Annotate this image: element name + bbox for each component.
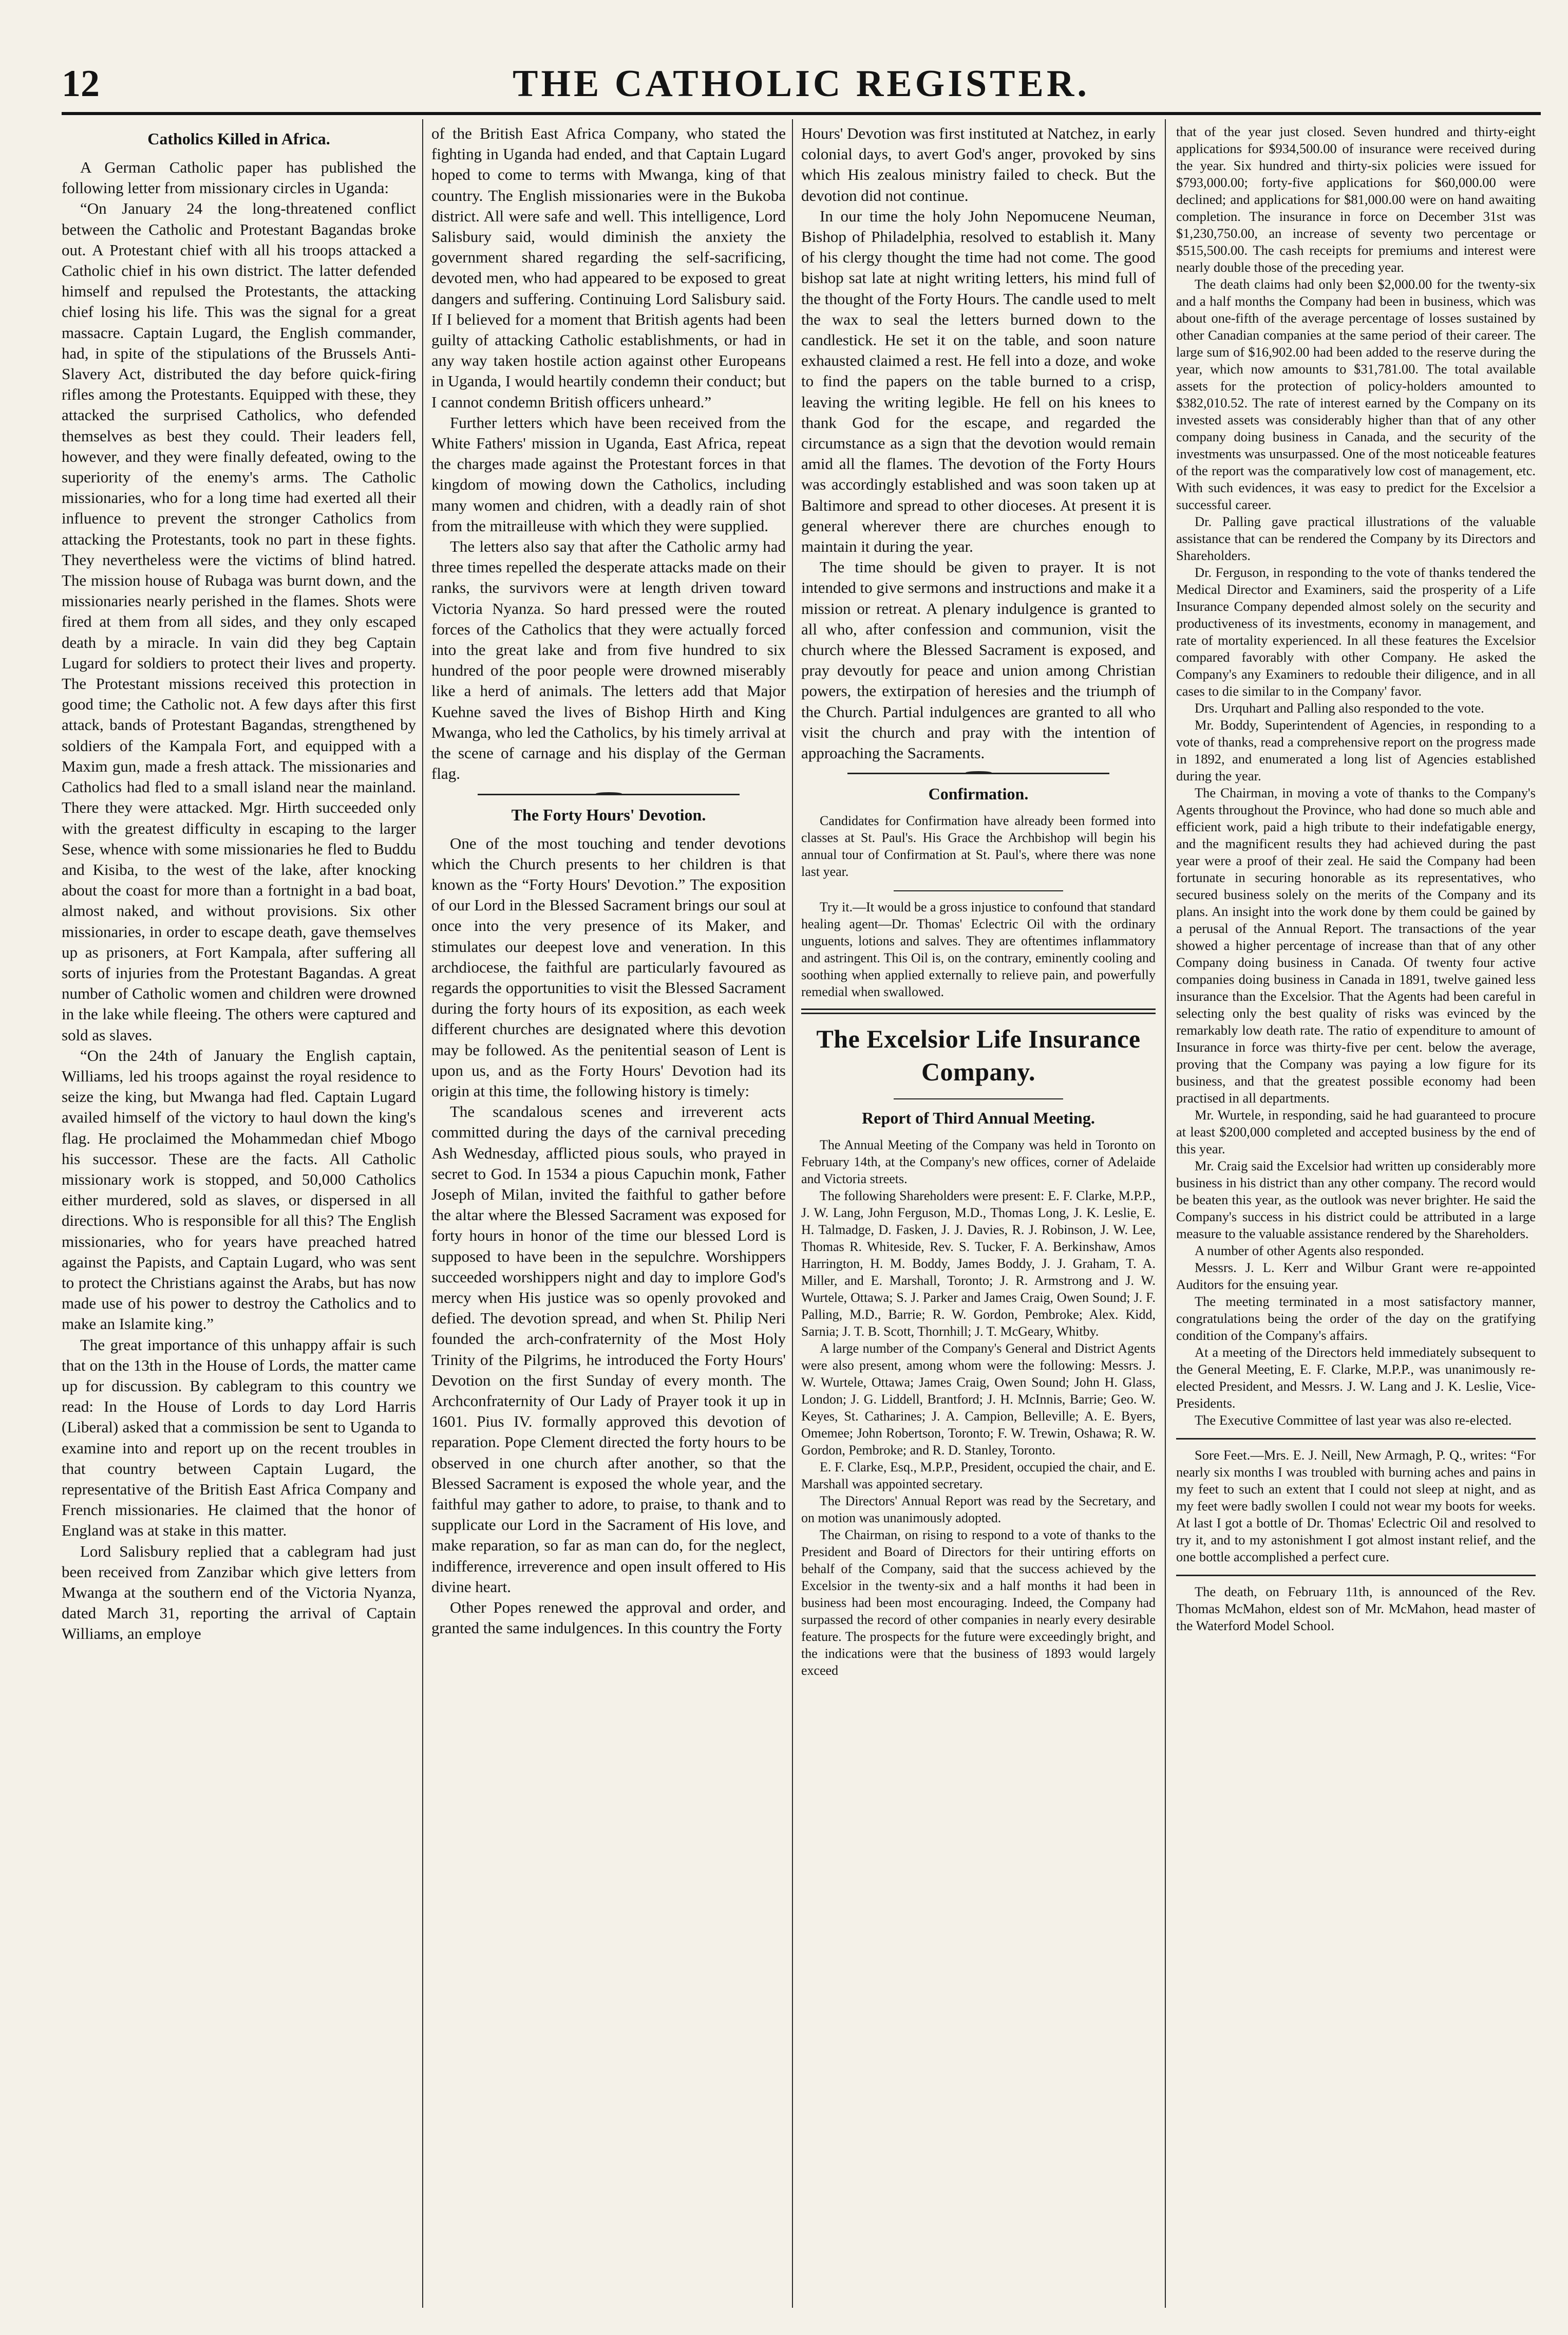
notice-confirmation: Candidates for Confirmation have already been formed into classes at St. Paul's. His Grace the Archbishop will begin his annual tour of Confirmation at St. Paul's, where there was none last year. bbox=[801, 813, 1156, 880]
masthead-rule bbox=[62, 112, 1541, 115]
article-subheadline-report: Report of Third Annual Meeting. bbox=[862, 1109, 1095, 1128]
article-paragraph: One of the most touching and tender devotions which the Church presents to her children is that known as the “Forty Hours' Devotion.” The exposition of our Lord in the Blessed Sacrament brings our soul at once into the very presence of its Maker, and stimulates our deepest love and veneration. In this archdiocese, the faithful are particularly favoured as regards the opportunities to visit the Blessed Sacrament during the forty hours of its exposition, as each week different churches are designated where this devotion may be followed. As the penitential season of Lent is upon us, and as the Forty Hours' Devotion had its origin at this time, the following history is timely: bbox=[431, 834, 786, 1100]
column-1 bbox=[62, 123, 416, 2307]
notice-death: The death, on February 11th, is announced of the Rev. Thomas McMahon, eldest son of Mr. McMahon, head master of the Waterford Model School. bbox=[1176, 1584, 1536, 1633]
column-3 bbox=[801, 123, 1156, 2307]
advertisement-eclectric-oil: Try it.—It would be a gross injustice to confound that standard healing agent—Dr. Thomas' Eclectric Oil with the ordinary unguents, lotions and salves. They are oftentimes inflammatory and astringent. This Oil is, on the contrary, eminently cooling and soothing when applied externally to relieve pain, and powerfully remedial when swallowed. bbox=[801, 900, 1156, 1000]
article-paragraph: A large number of the Company's General and District Agents were also present, among whom were the following: Messrs. J. W. Wurtele, Ottawa; James Craig, Owen Sound; John H. Glass, London; J. G. Liddell, Brantford; J. H. McInnis, Barrie; Geo. W. Keyes, St. Catharines; J. A. Campion, Belleville; A. E. Byers, Omemee; John Robertson, Toronto; F. W. Trewin, Oshawa; R. W. Gordon, Pembroke; and R. D. Stanley, Toronto. bbox=[801, 1341, 1156, 1458]
short-rule bbox=[894, 890, 1063, 891]
article-paragraph: Mr. Wurtele, in responding, said he had guaranteed to procure at least $200,000 completed and accepted business by the end of this year. bbox=[1176, 1107, 1536, 1156]
article-paragraph: Mr. Boddy, Superintendent of Agencies, in responding to a vote of thanks, read a comprehensive report on the progress made in 1892, and enumerated a long list of Agencies established during the year. bbox=[1176, 717, 1536, 783]
article-paragraph: The Executive Committee of last year was also re-elected. bbox=[1195, 1412, 1512, 1428]
advertisement-sore-feet: Sore Feet.—Mrs. E. J. Neill, New Armagh, P. Q., writes: “For nearly six months I was troubled with burning aches and pains in my feet to such an extent that I could not sleep at night, and as my feet were badly swollen I could not wear my boots for weeks. At last I got a bottle of Dr. Thomas' Eclectric Oil and resolved to try it, and to my astonishment I got almost instant relief, and the one bottle accomplished a perfect cure. bbox=[1176, 1447, 1536, 1564]
article-separator bbox=[1176, 1575, 1536, 1576]
article-paragraph: The Annual Meeting of the Company was held in Toronto on February 14th, at the Company's new offices, corner of Adelaide and Victoria streets. bbox=[801, 1137, 1156, 1187]
article-paragraph: The great importance of this unhappy affair is such that on the 13th in the House of Lords, the matter came up for discussion. By cablegram to this country we read: In the House of Lords to day Lord Harris (Liberal) asked that a commission be sent to Uganda to examine into and report up on the recent troubles in that country between Captain Lugard, the representative of the British East Africa Company and French missionaries. He claimed that the honor of England was at stake in this matter. bbox=[62, 1335, 416, 1540]
article-paragraph: Dr. Ferguson, in responding to the vote of thanks tendered the Medical Director and Examiners, said the prosperity of a Life Insurance Company depended almost solely on the security and productiveness of its investments, economy in management, and rate of mortality experienced. In all these features the Excelsior compared favorably with other Company. He asked the Company's any Examiners to redouble their diligence, and in all cases to die similar to in the Company' favor. bbox=[1176, 565, 1536, 699]
article-paragraph: A German Catholic paper has published the following letter from missionary circles in Uganda: bbox=[62, 158, 416, 197]
article-headline-africa: Catholics Killed in Africa. bbox=[147, 129, 330, 148]
newspaper-title: THE CATHOLIC REGISTER. bbox=[513, 63, 1090, 105]
article-separator bbox=[847, 773, 1109, 777]
article-paragraph: Drs. Urquhart and Palling also responded to the vote. bbox=[1195, 700, 1484, 716]
double-rule bbox=[801, 1008, 1156, 1014]
short-rule bbox=[894, 1098, 1063, 1099]
article-paragraph: that of the year just closed. Seven hundred and thirty-eight applications for $934,500.00 of insurance were received during the year. Six hundred and thirty-six policies were issued for $793,000.00; forty-five applications for $60,000.00 were declined; and applications for $81,000.00 were on hand awaiting completion. The insurance in force on December 31st was $1,230,750.00, an increase of seventy two percentage or $515,500.00. The cash receipts for premiums and interest were nearly double those of the preceding year. bbox=[1176, 124, 1536, 275]
article-paragraph: The scandalous scenes and irreverent acts committed during the days of the carnival preceding Ash Wednesday, afflicted pious souls, who prayed in secret to God. In 1534 a pious Capuchin monk, Father Joseph of Milan, invited the faithful to gather before the altar where the Blessed Sacrament was exposed for forty hours in honor of the time our blessed Lord is supposed to have been in the sepulchre. Worshippers succeeded worshippers night and day to implore God's mercy when His justice was so openly provoked and defied. The devotion spread, and when St. Philip Neri founded the arch-confraternity of the Most Holy Trinity of the Pilgrims, he introduced the Forty Hours' Devotion on the first Sunday of every month. The Archconfraternity of Our Lady of Prayer took it up in 1601. Pius IV. formally approved this devotion of reparation. Pope Clement directed the forty hours to be observed in one church after another, so that the Blessed Sacrament is exposed the whole year, and the faithful may gather to adore, to praise, to thank and to supplicate our Lord in the Sacrament of His love, and make reparation, so far as man can do, for the neglect, indifference, irreverence and open insult offered to His divine heart. bbox=[431, 1103, 786, 1596]
article-paragraph: The Chairman, on rising to respond to a vote of thanks to the President and Board of Directors for their untiring efforts on behalf of the Company, said that the success achieved by the Excelsior in the twenty-six and a half months it had been in business had been most encouraging. Indeed, the Company had surpassed the record of other companies in nearly every desirable feature. The prospects for the future were exceedingly bright, and the indications were that the business of 1893 would largely exceed bbox=[801, 1527, 1156, 1678]
article-headline-excelsior: The Excelsior Life Insurance Company. bbox=[816, 1024, 1141, 1087]
article-paragraph: The time should be given to prayer. It is not intended to give sermons and instructions and make it a mission or retreat. A plenary indulgence is granted to all who, after confession and communion, visit the church where the Blessed Sacrament is exposed, and pray devoutly for peace and union among Christian powers, the extirpation of heresies and the triumph of the Church. Partial indulgences are granted to all who visit the church and pray with the intention of approaching the Sacraments. bbox=[801, 558, 1156, 762]
article-separator bbox=[1176, 1438, 1536, 1440]
column-rule-1 bbox=[422, 119, 423, 2308]
article-paragraph: In our time the holy John Nepomucene Neuman, Bishop of Philadelphia, resolved to establish it. Many of his clergy thought the time had not come. The good bishop sat late at night writing letters, his mind full of the thought of the Forty Hours. The candle used to melt the wax to seal the letters burned down to the candlestick. He set it on the table, and soon nature exhausted claimed a rest. He fell into a doze, and woke to find the papers on the table burned to a crisp, leaving the writing legible. He fell on his knees to thank God for the escape, and regarded the circumstance as a sign that the devotion would remain amid all the flames. The devotion of the Forty Hours was accordingly established and was soon taken up at Baltimore and spread to other dioceses. At present it is general wherever there are churches enough to maintain it during the year. bbox=[801, 207, 1156, 556]
article-paragraph: Mr. Craig said the Excelsior had written up considerably more business in his district than any other company. The record would be beaten this year, as the outlook was never brighter. He said the Company's success in his district could be attributed in a large measure to the valuable assistance rendered by the Shareholders. bbox=[1176, 1158, 1536, 1241]
article-paragraph: E. F. Clarke, Esq., M.P.P., President, occupied the chair, and E. Marshall was appointed secretary. bbox=[801, 1460, 1156, 1492]
article-separator bbox=[478, 794, 740, 798]
article-paragraph: Lord Salisbury replied that a cablegram had just been received from Zanzibar which give letters from Mwanga at the southern end of the Victoria Nyanza, dated March 31, reporting the arrival of Captain Williams, an employe bbox=[62, 1542, 416, 1643]
article-paragraph: Other Popes renewed the approval and order, and granted the same indulgences. In this country the Forty bbox=[431, 1598, 786, 1637]
article-paragraph: A number of other Agents also responded. bbox=[1195, 1243, 1424, 1258]
article-paragraph: Messrs. J. L. Kerr and Wilbur Grant were re-appointed Auditors for the ensuing year. bbox=[1176, 1260, 1536, 1292]
article-paragraph: The meeting terminated in a most satisfactory manner, congratulations being the order of the day on the gratifying condition of the Company's affairs. bbox=[1176, 1294, 1536, 1343]
article-paragraph: The death claims had only been $2,000.00 for the twenty-six and a half months the Company had been in business, which was about one-fifth of the average percentage of losses sustained by other Canadian companies at the same period of their career. The large sum of $16,902.00 had been added to the reserve during the year, which now amounts to $31,781.00. The total available assets for the protection of policy-holders amounted to $382,010.52. The rate of interest earned by the Company on its invested assets was considerably higher than that of any other company doing business in Canada, and the security of the investments was unsurpassed. One of the most noticeable features of the report was the comparatively low cost of management, etc. With such evidences, it was easy to predict for the Excelsior a successful career. bbox=[1176, 276, 1536, 512]
article-paragraph: Hours' Devotion was first instituted at Natchez, in early colonial days, to avert God's anger, provoked by sins which His zealous ministry failed to check. But the devotion did not continue. bbox=[801, 124, 1156, 204]
article-paragraph: The following Shareholders were present: E. F. Clarke, M.P.P., J. W. Lang, John Ferguson, M.D., Thomas Long, J. K. Leslie, E. H. Talmadge, D. Fasken, J. J. Davies, R. J. Robinson, J. W. Lee, Thomas R. Whiteside, Rev. S. Tucker, F. A. Berkinshaw, Amos Harrington, H. M. Boddy, James Boddy, J. J. Graham, T. A. Miller, and E. Marshall, Toronto; J. R. Armstrong and J. W. Wurtele, Ottawa; S. J. Parker and James Craig, Owen Sound; J. F. Palling, M.D., Barrie; R. W. Gordon, Pembroke; Alex. Kidd, Sarnia; J. T. B. Scott, Thornhill; J. T. McGeary, Whitby. bbox=[801, 1188, 1156, 1339]
column-2 bbox=[431, 123, 786, 2307]
masthead bbox=[62, 61, 1541, 107]
article-paragraph: “On January 24 the long-threatened conflict between the Catholic and Protestant Bagandas broke out. A Protestant chief with all his troops attacked a Catholic chief in his own district. The latter defended himself and repulsed the Protestants, the attacking chief losing his life. This was the signal for a great massacre. Captain Lugard, the English commander, had, in spite of the stipulations of the Brussels Anti-Slavery Act, distributed the day before quick-firing rifles among the Protestants. Equipped with these, they attacked the surprised Catholics, who defended themselves as best they could. Their leaders fell, however, and they were finally defeated, owing to the superiority of the enemy's arms. The Catholic missionaries, who for a long time had exerted all their influence to prevent the stronger Catholics from attacking the Protestants, took no part in these fights. They nevertheless were the victims of blind hatred. The mission house of Rubaga was burnt down, and the missionaries nearly perished in the flames. Shots were fired at them from all sides, and they only escaped death by a miracle. In vain did they beg Captain Lugard for soldiers to protect their lives and property. The Protestant missions received this protection in good time; the Catholic not. A few days after this first attack, bands of Protestant Bagandas, strengthened by soldiers of the Kampala Fort, and equipped with a Maxim gun, made a fresh attack. The missionaries and Catholics had fled to a small island near the mainland. There they were attacked. Mgr. Hirth succeeded only with the greatest difficulty in escaping to the larger Sese, whence with some missionaries he fled to Buddu and Kisiba, to the west of the lake, after knocking about the coast for more than a fortnight in a bad boat, almost naked, and without provisions. Six other missionaries, in order to escape death, gave themselves up as prisoners, at Fort Kampala, after suffering all sorts of injuries from the Protestant Bagandas. A great number of Catholic women and children were drowned in the lake while fleeing. The others were captured and sold as slaves. bbox=[62, 199, 416, 1044]
article-paragraph: “On the 24th of January the English captain, Williams, led his troops against the royal residence to seize the king, but Mwanga had fled. Captain Lugard availed himself of the victory to haul down the king's flag. He proclaimed the Mohammedan chief Mbogo his successor. These are the facts. All Catholic missionary work is stopped, and 50,000 Catholics either murdered, sold as slaves, or dispersed in all directions. Who is responsible for all this? The English missionaries, who for years have preached hatred against the Papists, and Captain Lugard, who was sent to protect the Christians against the Arabs, but has now made use of his power to destroy the Catholics and to make an Islamite king.” bbox=[62, 1046, 416, 1333]
column-rule-3 bbox=[1165, 119, 1166, 2308]
article-paragraph: At a meeting of the Directors held immediately subsequent to the General Meeting, E. F. Clarke, M.P.P., was unanimously re-elected President, and Messrs. J. W. Lang and J. K. Leslie, Vice-Presidents. bbox=[1176, 1344, 1536, 1411]
page-number: 12 bbox=[62, 63, 100, 105]
article-paragraph: of the British East Africa Company, who stated the fighting in Uganda had ended, and that Captain Lugard hoped to come to terms with Mwanga, king of that country. The English missionaries were in the Bukoba district. All were safe and well. This intelligence, Lord Salisbury said, would diminish the anxiety the government shared regarding the self-sacrificing, devoted men, who had appeared to be exposed to great dangers and suffering. Continuing Lord Salisbury said. If I believed for a moment that British agents had been guilty of attacking Catholic establishments, or had in any way taken hostile action against other Europeans in Uganda, I would heartily condemn their conduct; but I cannot condemn British officers unheard.” bbox=[431, 124, 786, 411]
article-paragraph: The letters also say that after the Catholic army had three times repelled the desperate attacks made on their ranks, the survivors were at length driven toward Victoria Nyanza. So hard pressed were the routed forces of the Catholics that they were actually forced into the great lake and from five hundred to six hundred of the poor people were drowned miserably like a herd of animals. The letters add that Major Kuehne saved the lives of Bishop Hirth and King Mwanga, who led the Catholics, by his timely arrival at the scene of carnage and his display of the German flag. bbox=[431, 537, 786, 783]
column-rule-2 bbox=[792, 119, 793, 2308]
column-4 bbox=[1176, 123, 1536, 2307]
article-headline-confirmation: Confirmation. bbox=[928, 784, 1029, 804]
article-paragraph: Dr. Palling gave practical illustrations of the valuable assistance that can be rendered the Company by its Directors and Shareholders. bbox=[1176, 514, 1536, 563]
article-headline-forty-hours: The Forty Hours' Devotion. bbox=[511, 805, 706, 824]
article-paragraph: Further letters which have been received from the White Fathers' mission in Uganda, East Africa, repeat the charges made against the Protestant forces in that kingdom of mowing down the Catholics, including many women and chidren, with a deadly rain of shot from the mitrailleuse with which they were supplied. bbox=[431, 413, 786, 535]
article-paragraph: The Chairman, in moving a vote of thanks to the Company's Agents throughout the Province, who had done so much able and efficient work, paid a high tribute to their indefatigable energy, and the magnificent results they had achieved during the past year were a proof of their zeal. He said the Company had been fortunate in securing honorable as its representatives, who secured business solely on the merits of the Company and its plans. An insight into the work done by them could be gained by a perusal of the Annual Report. The transactions of the year showed a higher percentage of increase than that of any other Company doing business in Canada. Of twenty four active companies doing business in Canada in 1891, twelve gained less insurance than the Excelsior. That the Agents had been careful in selecting only the best quality of risks was evinced by the remarkably low death rate. The ratio of expenditure to amount of Insurance in force was thirty-five per cent. below the average, proving that the Company was paying a low figure for its business, and that the greatest possible economy had been practised in all departments. bbox=[1176, 785, 1536, 1106]
article-paragraph: The Directors' Annual Report was read by the Secretary, and on motion was unanimously adopted. bbox=[801, 1493, 1156, 1526]
